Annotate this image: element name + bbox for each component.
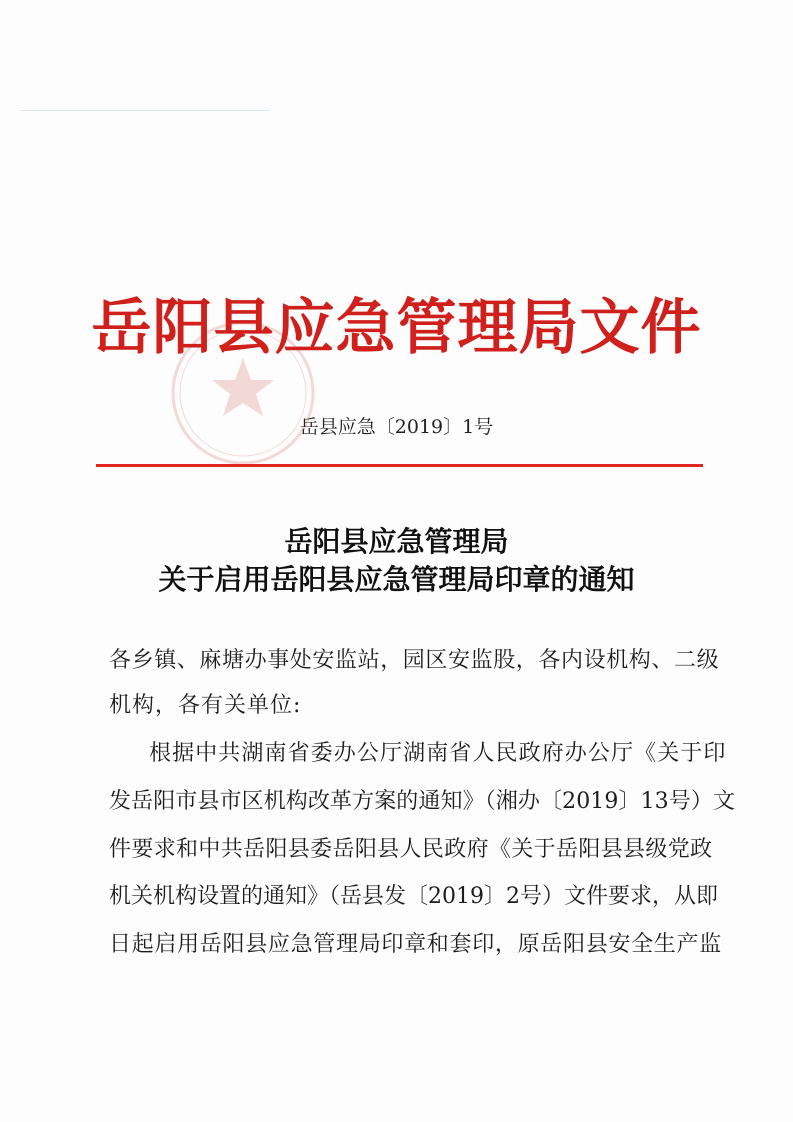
body-text-line: 日起启用岳阳县应急管理局印章和套印，原岳阳县安全生产监 <box>109 932 722 957</box>
body-text-line: 根据中共湖南省委办公厅湖南省人民政府办公厅《关于印 <box>149 741 727 766</box>
scan-artifact-line <box>20 110 270 111</box>
document-masthead: 岳阳县应急管理局文件 <box>91 293 702 363</box>
document-number: 岳县应急〔2019〕1号 <box>299 416 494 438</box>
notice-title-line-2: 关于启用岳阳县应急管理局印章的通知 <box>158 563 635 596</box>
body-text-line: 件要求和中共岳阳县委岳阳县人民政府《关于岳阳县县级党政 <box>109 837 713 862</box>
red-divider-rule <box>96 464 703 467</box>
body-text-line: 机关机构设置的通知》（岳县发〔2019〕2号）文件要求，从即 <box>109 884 718 909</box>
notice-title-line-1: 岳阳县应急管理局 <box>284 525 509 558</box>
body-text-line: 机构，各有关单位: <box>109 693 302 718</box>
body-text-line: 各乡镇、麻塘办事处安监站，园区安监股，各内设机构、二级 <box>109 648 720 673</box>
body-text-line: 发岳阳市县市区机构改革方案的通知》（湘办〔2019〕13号）文 <box>109 789 736 814</box>
